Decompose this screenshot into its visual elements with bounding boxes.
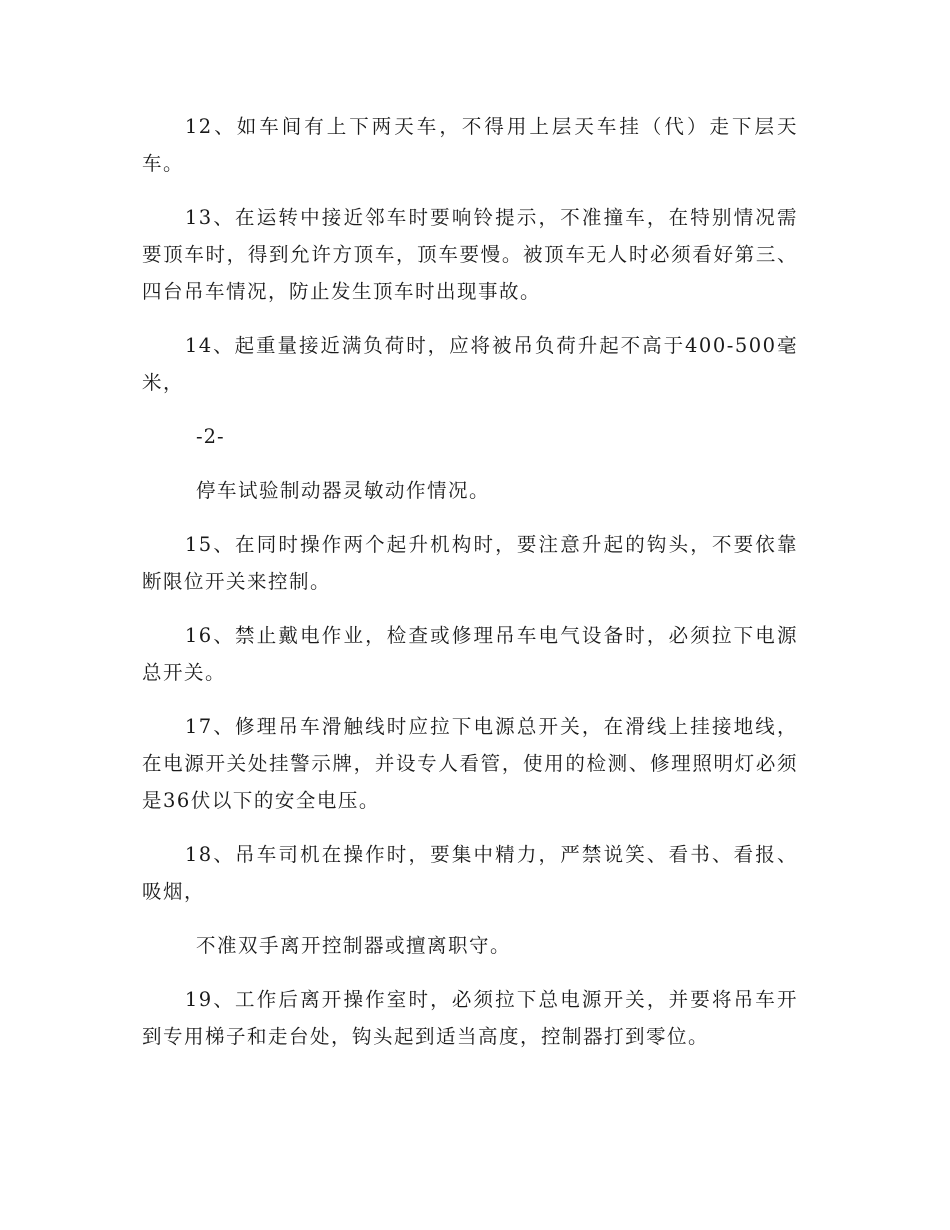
page-number-marker: -2- [196, 425, 225, 448]
paragraph-14: 14、起重量接近满负荷时，应将被吊负荷升起不高于400-500毫米， [142, 334, 798, 394]
paragraph-12: 12、如车间有上下两天车，不得用上层天车挂（代）走下层天车。 [142, 115, 798, 175]
paragraph-17: 17、修理吊车滑触线时应拉下电源总开关，在滑线上挂接地线，在电源开关处挂警示牌，并设专人看管，使用的检测、修理照明灯必须是36伏以下的安全电压。 [142, 715, 798, 812]
document-body [142, 108, 798, 1072]
paragraph-16: 16、禁止戴电作业，检查或修理吊车电气设备时，必须拉下电源总开关。 [142, 624, 798, 684]
paragraph-14-continuation: 停车试验制动器灵敏动作情况。 [196, 479, 491, 502]
paragraph-18-continuation: 不准双手离开控制器或擅离职守。 [196, 934, 512, 957]
paragraph-19: 19、工作后离开操作室时，必须拉下总电源开关，并要将吊车开到专用梯子和走台处，钩头起到适当高度，控制器打到零位。 [142, 988, 798, 1048]
paragraph-13: 13、在运转中接近邻车时要响铃提示，不准撞车，在特别情况需要顶车时，得到允许方顶车，顶车要慢。被顶车无人时必须看好第三、四台吊车情况，防止发生顶车时出现事故。 [142, 206, 798, 303]
paragraph-15: 15、在同时操作两个起升机构时，要注意升起的钩头，不要依靠断限位开关来控制。 [142, 533, 798, 593]
paragraph-18: 18、吊车司机在操作时，要集中精力，严禁说笑、看书、看报、吸烟， [142, 843, 798, 903]
